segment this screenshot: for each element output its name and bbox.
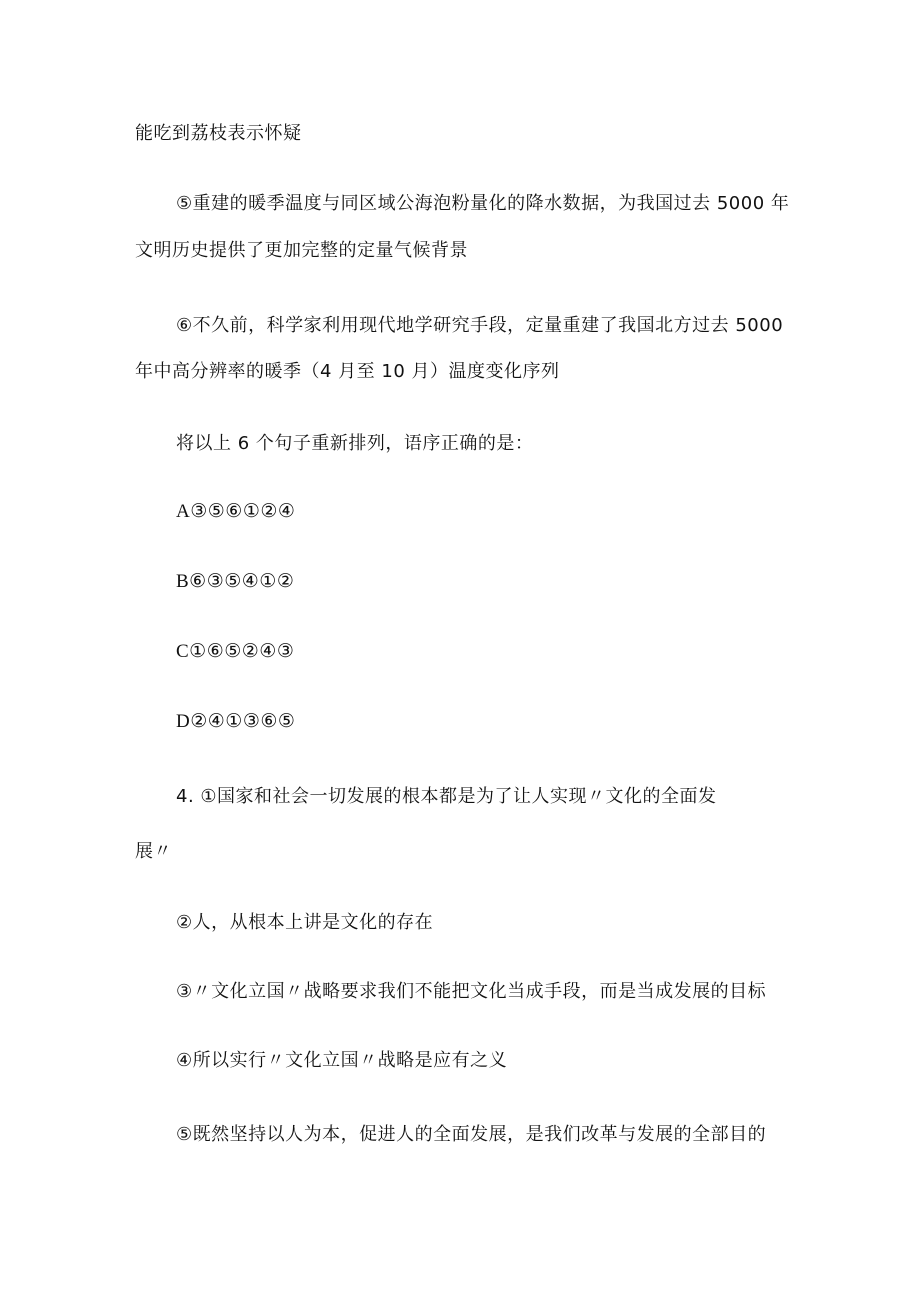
option-d: D②④①③⑥⑤ <box>176 711 296 732</box>
text-line-1: 能吃到荔枝表示怀疑 <box>135 123 302 144</box>
option-a: A③⑤⑥①②④ <box>176 501 296 522</box>
option-b: B⑥③⑤④①② <box>176 571 295 592</box>
text-line-4: ⑥不久前，科学家利用现代地学研究手段，定量重建了我国北方过去 5000 <box>176 315 784 336</box>
question-4-line-1: 4. ①国家和社会一切发展的根本都是为了让人实现〃文化的全面发 <box>176 786 717 807</box>
text-line-16: ⑤既然坚持以人为本，促进人的全面发展，是我们改革与发展的全部目的 <box>176 1124 767 1145</box>
question-prompt: 将以上 6 个句子重新排列，语序正确的是： <box>176 433 534 454</box>
text-line-15: ④所以实行〃文化立国〃战略是应有之义 <box>176 1050 508 1071</box>
text-line-2: ⑤重建的暖季温度与同区域公海泡粉量化的降水数据，为我国过去 5000 年 <box>176 193 790 214</box>
option-c: C①⑥⑤②④③ <box>176 641 295 662</box>
text-line-3: 文明历史提供了更加完整的定量气候背景 <box>135 240 468 261</box>
question-4-line-2: 展〃 <box>135 841 172 862</box>
text-line-14: ③〃文化立国〃战略要求我们不能把文化当成手段，而是当成发展的目标 <box>176 981 767 1002</box>
text-line-13: ②人，从根本上讲是文化的存在 <box>176 912 434 933</box>
text-line-5: 年中高分辨率的暖季（4 月至 10 月）温度变化序列 <box>135 361 560 382</box>
